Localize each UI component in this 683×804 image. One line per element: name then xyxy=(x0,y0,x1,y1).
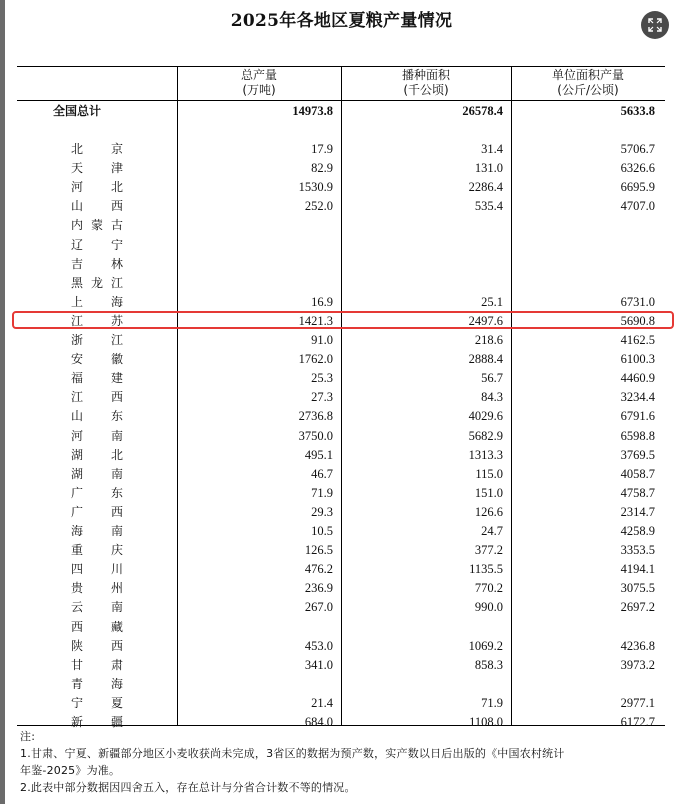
header-output xyxy=(177,68,341,100)
row-name-char: 黑 xyxy=(71,275,84,290)
table-row xyxy=(17,503,665,522)
cell-area: 2888.4 xyxy=(468,352,503,367)
row-name-char: 山 xyxy=(71,409,84,424)
cell-output: 10.5 xyxy=(311,524,333,538)
row-name-char: 苏 xyxy=(110,313,123,328)
cell-area: 535.4 xyxy=(474,199,503,214)
table-row xyxy=(17,159,665,178)
cell-yield: 2697.2 xyxy=(620,600,655,615)
cell-area: 25.1 xyxy=(481,294,503,309)
row-name xyxy=(71,388,123,407)
table-row xyxy=(17,446,665,465)
row-name: 全国总计 xyxy=(53,104,102,118)
table-row xyxy=(17,407,665,426)
cell-output: 3750.0 xyxy=(298,428,333,443)
row-name-char: 海 xyxy=(110,676,123,691)
row-name-char: 广 xyxy=(71,485,84,500)
row-name-char: 河 xyxy=(71,180,84,195)
table-row xyxy=(17,255,665,274)
cell-yield: 4058.7 xyxy=(620,466,655,481)
cell-output: 252.0 xyxy=(304,199,333,214)
row-name-char: 广 xyxy=(71,504,84,519)
row-name-char: 东 xyxy=(110,409,123,424)
cell-area: 26578.4 xyxy=(462,104,503,118)
cell-output: 14973.8 xyxy=(292,104,333,118)
row-name-char: 宁 xyxy=(110,237,123,252)
cell-yield: 4236.8 xyxy=(620,638,655,653)
cell-output: 91.0 xyxy=(311,333,333,347)
row-name xyxy=(71,312,123,331)
row-name-char: 蒙 xyxy=(90,218,103,233)
table-row xyxy=(17,522,665,541)
row-name-char: 河 xyxy=(71,428,84,443)
table-row xyxy=(17,465,665,484)
cell-output: 453.0 xyxy=(304,638,333,653)
row-name-char: 古 xyxy=(110,218,123,233)
cell-output: 1530.9 xyxy=(298,180,333,195)
cell-yield: 3234.4 xyxy=(620,390,655,405)
cell-yield: 6100.3 xyxy=(620,352,655,367)
header-output-unit: (万吨) xyxy=(242,83,276,97)
cell-output: 684.0 xyxy=(304,715,333,729)
cell-yield: 4194.1 xyxy=(620,562,655,577)
row-name-char: 京 xyxy=(110,142,123,156)
cell-area: 2497.6 xyxy=(468,313,503,328)
cell-area: 4029.6 xyxy=(468,409,503,424)
cell-area: 31.4 xyxy=(481,142,503,156)
table-row xyxy=(17,675,665,694)
row-name-char: 四 xyxy=(71,562,84,577)
table-row xyxy=(17,369,665,388)
row-name-char: 陕 xyxy=(71,638,84,653)
row-name-char: 北 xyxy=(110,447,123,462)
row-name-char: 徽 xyxy=(110,352,123,367)
row-name-char: 夏 xyxy=(110,695,123,710)
row-name-char: 福 xyxy=(71,371,84,386)
header-area-unit: (千公顷) xyxy=(403,83,449,97)
cell-area: 377.2 xyxy=(474,543,503,558)
cell-area: 1108.0 xyxy=(469,715,503,729)
table-row xyxy=(17,579,665,598)
header-yield xyxy=(511,68,665,100)
row-name-char: 西 xyxy=(110,199,123,214)
row-name-char: 龙 xyxy=(90,275,103,290)
cell-area: 84.3 xyxy=(481,390,503,405)
table-row xyxy=(17,216,665,235)
table-row xyxy=(17,656,665,675)
row-name xyxy=(71,274,123,293)
table-row xyxy=(17,197,665,216)
cell-area: 56.7 xyxy=(481,371,503,386)
cell-yield: 4707.0 xyxy=(620,199,655,214)
table-row xyxy=(17,637,665,656)
cell-output: 1762.0 xyxy=(298,352,333,367)
row-name xyxy=(71,255,123,274)
row-name-char: 湖 xyxy=(71,466,84,481)
cell-output: 16.9 xyxy=(311,294,333,309)
cell-area: 126.6 xyxy=(474,504,503,519)
row-name xyxy=(71,465,123,484)
row-name-char: 江 xyxy=(71,390,84,405)
table-row xyxy=(17,427,665,446)
row-name-char: 肃 xyxy=(110,657,123,672)
cell-area: 5682.9 xyxy=(468,428,503,443)
row-name xyxy=(71,197,123,216)
table-row xyxy=(17,484,665,503)
table-row-total xyxy=(17,102,665,121)
row-name-char: 西 xyxy=(110,638,123,653)
row-name-char: 安 xyxy=(71,352,84,367)
cell-output: 495.1 xyxy=(304,447,333,462)
row-name-char: 川 xyxy=(110,562,123,577)
cell-yield: 6731.0 xyxy=(620,294,655,309)
cell-area: 24.7 xyxy=(481,524,503,538)
note-1: 1.甘肃、宁夏、新疆部分地区小麦收获尚未完成，3省区的数据为预产数，实产数以日后出版的《中国农村统计 xyxy=(20,747,565,760)
row-name-char: 西 xyxy=(110,504,123,519)
cell-yield: 4460.9 xyxy=(620,371,655,386)
table-row xyxy=(17,236,665,255)
cell-yield: 4258.9 xyxy=(620,524,655,538)
row-name xyxy=(71,178,123,197)
table-row xyxy=(17,274,665,293)
header-yield-label: 单位面积产量 xyxy=(551,68,624,82)
cell-yield: 4162.5 xyxy=(620,333,655,347)
row-name xyxy=(71,427,123,446)
row-name-char: 宁 xyxy=(71,695,84,710)
cell-area: 1135.5 xyxy=(469,562,503,577)
cell-output: 46.7 xyxy=(311,466,333,481)
cell-yield: 3075.5 xyxy=(620,581,655,596)
cell-output: 236.9 xyxy=(304,581,333,596)
cell-output: 21.4 xyxy=(311,695,333,710)
table-row xyxy=(17,598,665,617)
cell-yield: 2314.7 xyxy=(620,504,655,519)
row-name xyxy=(71,331,123,350)
grain-table xyxy=(17,66,665,729)
header-area-label: 播种面积 xyxy=(401,68,450,82)
row-name-char: 湖 xyxy=(71,447,84,462)
row-name-char: 甘 xyxy=(71,657,84,672)
row-name xyxy=(71,618,123,637)
row-name-char: 庆 xyxy=(110,543,123,558)
header-area xyxy=(341,68,511,100)
row-name-char: 内 xyxy=(71,218,84,233)
row-name-char: 云 xyxy=(71,600,84,615)
cell-yield: 5690.8 xyxy=(620,313,655,328)
row-name-char: 江 xyxy=(110,275,123,290)
row-name-char: 南 xyxy=(110,466,123,481)
row-name xyxy=(71,675,123,694)
row-name-char: 吉 xyxy=(71,256,84,271)
row-name xyxy=(71,694,123,713)
cell-area: 1069.2 xyxy=(468,638,503,653)
cell-yield: 6172.7 xyxy=(620,715,655,729)
row-name-char: 东 xyxy=(110,485,123,500)
table-row xyxy=(17,618,665,637)
row-name xyxy=(71,541,123,560)
cell-yield: 3769.5 xyxy=(620,447,655,462)
note-1-cont: 年鉴-2025》为准。 xyxy=(20,764,121,777)
row-name xyxy=(71,560,123,579)
cell-area: 1313.3 xyxy=(468,447,503,462)
cell-area: 858.3 xyxy=(474,657,503,672)
table-row xyxy=(17,178,665,197)
row-name-char: 津 xyxy=(110,161,123,176)
header-yield-unit: (公斤/公顷) xyxy=(557,83,619,97)
cell-output: 82.9 xyxy=(311,161,333,176)
cell-output: 71.9 xyxy=(311,485,333,500)
cell-area: 115.0 xyxy=(475,466,503,481)
row-name-char: 西 xyxy=(71,619,84,634)
row-name-char: 林 xyxy=(110,256,123,271)
cell-output: 341.0 xyxy=(304,657,333,672)
cell-area: 131.0 xyxy=(474,161,503,176)
row-name xyxy=(71,216,123,235)
cell-yield: 2977.1 xyxy=(620,695,655,710)
row-name-char: 建 xyxy=(110,371,123,386)
row-name xyxy=(71,140,123,159)
row-name xyxy=(71,522,123,541)
row-name xyxy=(71,579,123,598)
row-name-char: 藏 xyxy=(110,619,123,634)
note-2: 2.此表中部分数据因四舍五入，存在总计与分省合计数不等的情况。 xyxy=(20,781,356,794)
row-name-char: 西 xyxy=(110,390,123,405)
row-name xyxy=(71,503,123,522)
cell-output: 2736.8 xyxy=(298,409,333,424)
row-name-char: 南 xyxy=(110,428,123,443)
cell-output: 126.5 xyxy=(304,543,333,558)
cell-yield: 5633.8 xyxy=(620,104,655,118)
cell-area: 218.6 xyxy=(474,333,503,347)
cell-yield: 6598.8 xyxy=(620,428,655,443)
row-name xyxy=(71,446,123,465)
cell-yield: 6695.9 xyxy=(620,180,655,195)
row-name xyxy=(71,637,123,656)
cell-output: 267.0 xyxy=(304,600,333,615)
expand-icon xyxy=(648,18,662,32)
row-name-char: 南 xyxy=(110,524,123,538)
row-name xyxy=(71,236,123,255)
row-name-char: 浙 xyxy=(71,333,84,347)
cell-output: 27.3 xyxy=(311,390,333,405)
row-name-char: 贵 xyxy=(71,581,84,596)
row-name xyxy=(71,407,123,426)
header-output-label: 总产量 xyxy=(240,68,277,82)
cell-area: 770.2 xyxy=(474,581,503,596)
row-name-char: 海 xyxy=(71,524,84,538)
table-row xyxy=(17,694,665,713)
cell-yield: 3973.2 xyxy=(620,657,655,672)
cell-yield: 6326.6 xyxy=(620,161,655,176)
cell-output: 1421.3 xyxy=(298,313,333,328)
row-name xyxy=(71,293,123,312)
left-edge-bar xyxy=(0,0,5,804)
page-title: 2025年各地区夏粮产量情况 xyxy=(230,11,453,31)
cell-area: 2286.4 xyxy=(468,180,503,195)
row-name-char: 江 xyxy=(71,313,84,328)
table-row xyxy=(17,331,665,350)
row-name-char: 江 xyxy=(110,333,123,347)
expand-button[interactable] xyxy=(641,11,669,39)
cell-yield: 5706.7 xyxy=(620,142,655,156)
row-name xyxy=(71,159,123,178)
cell-yield: 6791.6 xyxy=(620,409,655,424)
row-name-char: 山 xyxy=(71,199,84,214)
row-name-char: 海 xyxy=(110,294,123,309)
cell-area: 151.0 xyxy=(474,485,503,500)
row-name-char: 上 xyxy=(71,294,84,309)
cell-output: 25.3 xyxy=(311,371,333,386)
row-name-char: 北 xyxy=(110,180,123,195)
notes-label: 注: xyxy=(20,730,36,743)
table-row xyxy=(17,541,665,560)
cell-yield: 4758.7 xyxy=(620,485,655,500)
cell-output: 476.2 xyxy=(304,562,333,577)
cell-output: 29.3 xyxy=(311,504,333,519)
table-row xyxy=(17,312,665,331)
row-name-char: 重 xyxy=(71,543,84,558)
cell-area: 71.9 xyxy=(481,695,503,710)
row-name xyxy=(71,656,123,675)
row-name xyxy=(71,598,123,617)
notes xyxy=(20,728,670,796)
table-row xyxy=(17,140,665,159)
cell-output: 17.9 xyxy=(311,142,333,156)
row-name-char: 疆 xyxy=(110,715,123,729)
row-name-char: 辽 xyxy=(71,237,84,252)
table-row xyxy=(17,293,665,312)
row-name xyxy=(71,350,123,369)
cell-area: 990.0 xyxy=(474,600,503,615)
cell-yield: 3353.5 xyxy=(620,543,655,558)
row-name xyxy=(71,484,123,503)
row-name-char: 南 xyxy=(110,600,123,615)
table-row xyxy=(17,350,665,369)
row-name xyxy=(71,369,123,388)
row-name-char: 北 xyxy=(71,142,84,156)
table-row xyxy=(17,388,665,407)
row-name-char: 新 xyxy=(71,715,84,729)
row-name-char: 青 xyxy=(71,676,84,691)
row-name-char: 天 xyxy=(71,161,84,176)
row-name-char: 州 xyxy=(110,581,123,596)
table-row xyxy=(17,560,665,579)
